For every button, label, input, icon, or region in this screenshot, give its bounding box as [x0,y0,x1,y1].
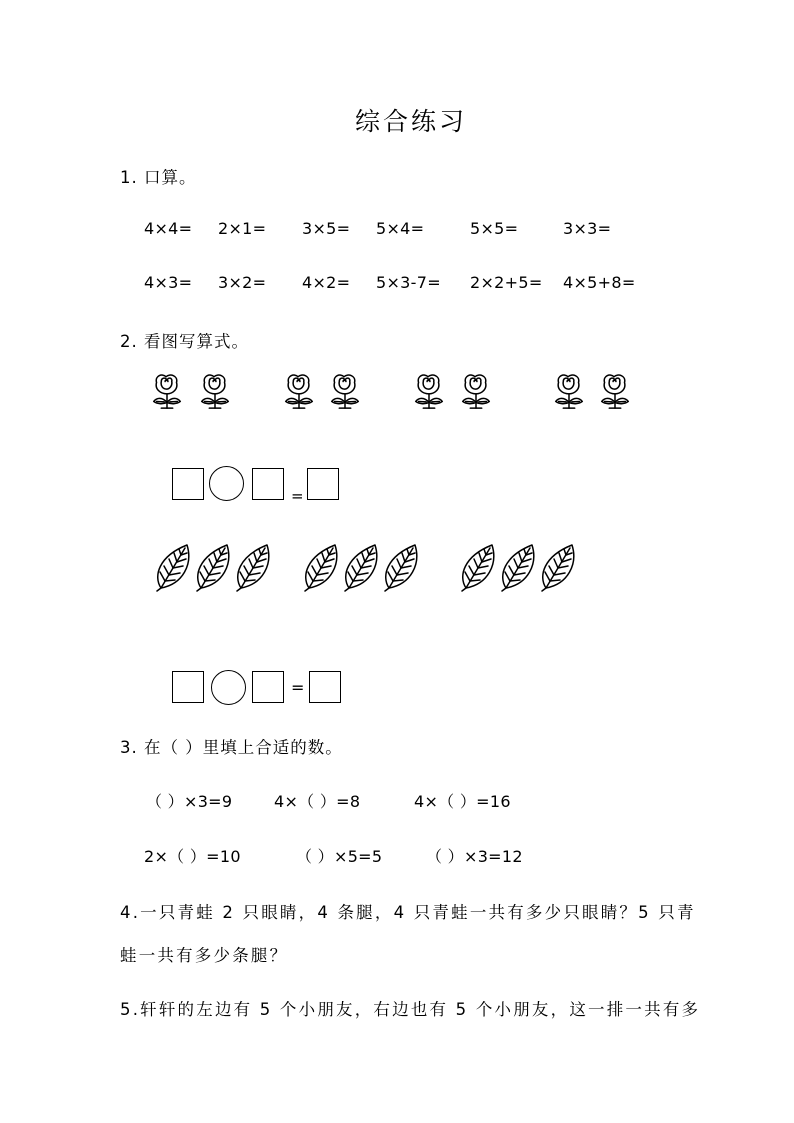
flower-icon [596,371,634,411]
page-title: 综合练习 [355,107,468,136]
q1-expression: 2×1= [218,219,267,238]
q3-expression: （ ）×5=5 [296,847,383,866]
leaf-icon [303,542,339,592]
answer-box[interactable] [172,468,204,500]
q3-heading: 3. 在（ ）里填上合适的数。 [120,738,343,757]
leaf-icon [500,542,536,592]
leaf-icon [343,542,379,592]
q3-expression: （ ）×3=9 [146,792,233,811]
operator-circle[interactable] [209,466,244,501]
operator-circle[interactable] [211,670,246,705]
q1-expression: 4×5+8= [563,273,636,292]
q3-expression: （ ）×3=12 [426,847,523,866]
flower-icon [550,371,588,411]
q3-expression: 4×（ ）=8 [274,792,361,811]
q1-expression: 5×5= [470,219,519,238]
q1-expression: 3×5= [302,219,351,238]
q4-text-line-2: 蛙一共有多少条腿？ [120,946,289,965]
equals-sign: = [291,487,304,505]
leaf-icon [235,542,271,592]
q3-expression: 4×（ ）=16 [414,792,511,811]
answer-box[interactable] [252,468,284,500]
leaf-icon [540,542,576,592]
q3-expression: 2×（ ）=10 [144,847,241,866]
q1-expression: 3×2= [218,273,267,292]
leaf-icon [460,542,496,592]
q1-expression: 5×4= [376,219,425,238]
q5-text-line-1: 5.轩轩的左边有 5 个小朋友，右边也有 5 个小朋友，这一排一共有多 [120,1000,701,1019]
flower-icon [457,371,495,411]
q1-heading: 1. 口算。 [120,168,197,187]
leaf-icon [155,542,191,592]
flower-icon [196,371,234,411]
answer-box[interactable] [252,671,284,703]
q2-heading: 2. 看图写算式。 [120,332,249,351]
q1-expression: 4×3= [144,273,193,292]
q1-expression: 4×2= [302,273,351,292]
q4-text-line-1: 4.一只青蛙 2 只眼睛，4 条腿，4 只青蛙一共有多少只眼睛？5 只青 [120,903,696,922]
flower-icon [326,371,364,411]
q1-expression: 2×2+5= [470,273,543,292]
leaf-icon [383,542,419,592]
flower-icon [280,371,318,411]
answer-box[interactable] [309,671,341,703]
flower-icon [148,371,186,411]
answer-box[interactable] [172,671,204,703]
answer-box[interactable] [307,468,339,500]
flower-icon [410,371,448,411]
q1-expression: 3×3= [563,219,612,238]
equals-sign: = [291,678,305,697]
leaf-icon [195,542,231,592]
q1-expression: 5×3-7= [376,273,441,292]
q1-expression: 4×4= [144,219,193,238]
